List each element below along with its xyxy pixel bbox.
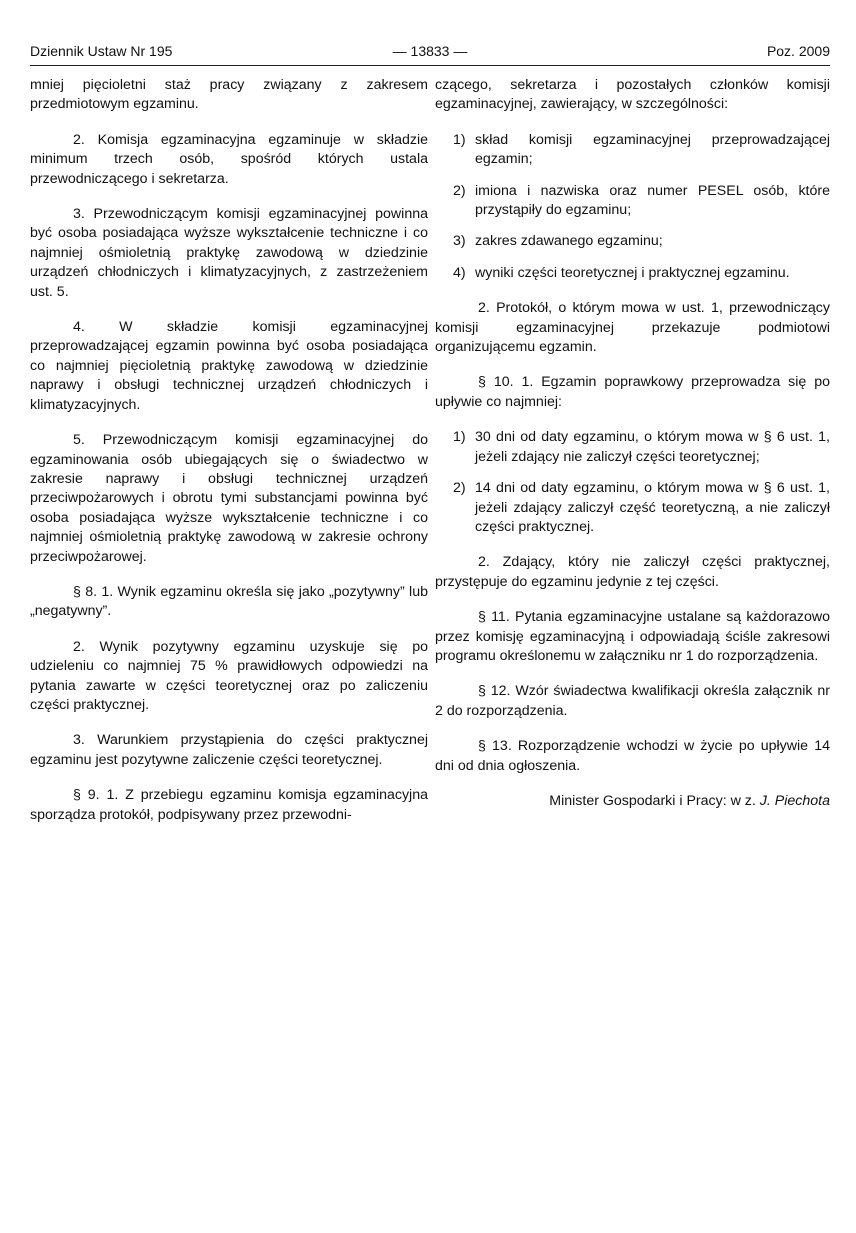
- list-number: 2): [453, 182, 466, 199]
- left-column: [30, 76, 428, 841]
- list-item: [435, 182, 830, 221]
- paragraph: czącego, sekretarza i pozostałych członków komisji egzaminacyjnej, zawierający, w szczególności:: [435, 77, 830, 113]
- list-item: [435, 131, 830, 170]
- header-divider: [30, 65, 830, 66]
- paragraph: 2. Wynik pozytywny egzaminu uzyskuje się po udzieleniu co najmniej 75 % prawidłowych odpowiedzi na pytania zawarte w części teoretycznej oraz po zaliczeniu części praktycznej.: [30, 638, 428, 713]
- paragraph: 2. Komisja egzaminacyjna egzaminuje w składzie minimum trzech osób, spośród których ustala przewodniczącego i sekretarza.: [30, 131, 428, 187]
- list-number: 3): [453, 233, 466, 250]
- list-text: 14 dni od daty egzaminu, o którym mowa w § 6 ust. 1, jeżeli zdający zaliczył część teoretyczną, a nie zaliczył części praktycznej.: [475, 480, 830, 535]
- paragraph: § 13. Rozporządzenie wchodzi w życie po upływie 14 dni od dnia ogłoszenia.: [435, 738, 830, 774]
- list-text: zakres zdawanego egzaminu;: [475, 233, 663, 250]
- list-item: [435, 479, 830, 537]
- paragraph: § 12. Wzór świadectwa kwalifikacji określa załącznik nr 2 do rozporządzenia.: [435, 683, 830, 719]
- position-number: Poz. 2009: [766, 43, 830, 59]
- paragraph: 2. Protokół, o którym mowa w ust. 1, przewodniczący komisji egzaminacyjnej przekazuje podmiotowi organizującemu egzamin.: [435, 300, 830, 356]
- list-text: skład komisji egzaminacyjnej przeprowadzającej egzamin;: [475, 131, 830, 168]
- signature-prefix: Minister Gospodarki i Pracy: w z.: [549, 792, 756, 809]
- paragraph: 5. Przewodniczącym komisji egzaminacyjnej do egzaminowania osób ubiegających się o świadectwo w zakresie naprawy i obsługi technicznej urządzeń przeciwpożarowych i obrotu tymi substancjami powinna być osoba posiadająca wyższe wykształcenie techniczne i co najmniej ośmioletnią praktykę zawodową w zakresie ochrony przeciwpożarowej.: [30, 432, 428, 565]
- list-number: 2): [453, 480, 466, 497]
- journal-title: Dziennik Ustaw Nr 195: [30, 43, 173, 59]
- paragraph: § 11. Pytania egzaminacyjne ustalane są każdorazowo przez komisję egzaminacyjną i odpowiadają ściśle zakresowi programu określonemu w załączniku nr 1 do rozporządzenia.: [435, 609, 830, 664]
- list-item: [435, 264, 830, 283]
- page-header: [30, 42, 830, 62]
- page-number: — 13833 —: [392, 43, 468, 59]
- paragraph: 2. Zdający, który nie zaliczył części praktycznej, przystępuje do egzaminu jedynie z tej części.: [435, 554, 830, 590]
- list-text: 30 dni od daty egzaminu, o którym mowa w § 6 ust. 1, jeżeli zdający nie zaliczył części teoretycznej;: [475, 429, 830, 465]
- paragraph: § 8. 1. Wynik egzaminu określa się jako „pozytywny” lub „negatywny”.: [30, 583, 428, 620]
- list-number: 4): [453, 264, 466, 281]
- paragraph: § 10. 1. Egzamin poprawkowy przeprowadza się po upływie co najmniej:: [435, 374, 830, 410]
- list-text: wyniki części teoretycznej i praktycznej egzaminu.: [475, 264, 790, 281]
- list-item: [435, 232, 830, 251]
- paragraph: 3. Przewodniczącym komisji egzaminacyjnej powinna być osoba posiadająca wyższe wykształcenie techniczne i co najmniej ośmioletnią praktykę zawodową w dziedzinie urządzeń chłodniczych i klimatyzacyjnych, z zastrzeżeniem ust. 5.: [30, 206, 428, 300]
- paragraph: § 9. 1. Z przebiegu egzaminu komisja egzaminacyjna sporządza protokół, podpisywany przez przewodni-: [30, 787, 428, 823]
- paragraph: 4. W składzie komisji egzaminacyjnej przeprowadzającej egzamin powinna być osoba posiadająca co najmniej pięcioletnią praktykę zawodową w dziedzinie naprawy i obsługi technicznej urządzeń chłodniczych i klimatyzacyjnych.: [30, 319, 428, 413]
- list-number: 1): [453, 131, 466, 148]
- list-item: [435, 428, 830, 467]
- paragraph: 3. Warunkiem przystąpienia do części praktycznej egzaminu jest pozytywne zaliczenie części teoretycznej.: [30, 732, 428, 768]
- signature: [435, 792, 830, 811]
- list-text: imiona i nazwiska oraz numer PESEL osób, które przystąpiły do egzaminu;: [475, 182, 830, 219]
- right-column: [435, 76, 830, 811]
- paragraph: mniej pięcioletni staż pracy związany z zakresem przedmiotowym egzaminu.: [30, 77, 428, 113]
- list-number: 1): [453, 429, 466, 446]
- signature-name: J. Piechota: [759, 792, 830, 809]
